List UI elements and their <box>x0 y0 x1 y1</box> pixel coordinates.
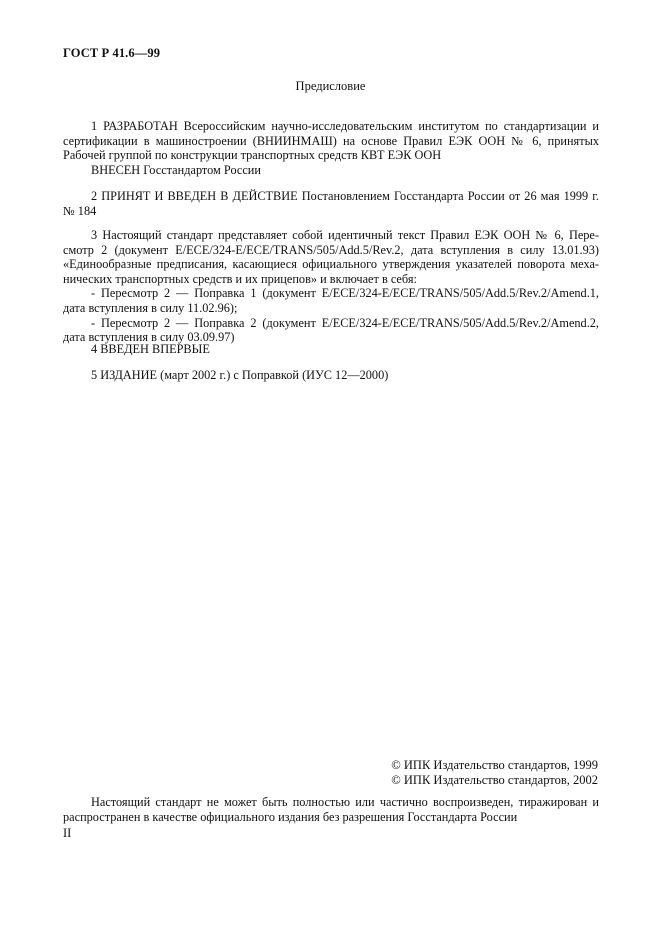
text-line: распространен в качестве официального издания без разрешения Госстандарта России <box>63 809 518 824</box>
section-4-first-introduced <box>63 342 599 357</box>
reproduction-notice <box>63 795 599 824</box>
text-line: нических транспортных средств и их прицепов» и включает в себя: <box>63 271 417 286</box>
document-code: ГОСТ Р 41.6—99 <box>63 46 161 60</box>
text-line: «Единообразные предписания, касающиеся официального утверждения указателей поворота меха- <box>63 257 599 272</box>
text-line: дата вступления в силу 03.09.97) <box>63 330 235 345</box>
text-line: 4 ВВЕДЕН ВПЕРВЫЕ <box>91 342 210 356</box>
page-number: II <box>63 826 72 840</box>
section-3-identity <box>63 228 599 345</box>
text-line: сертификации в машиностроении (ВНИИНМАШ) на основе Правил ЕЭК ООН № 6, принятых <box>63 133 599 148</box>
text-line: 3 Настоящий стандарт представляет собой идентичный текст Правил ЕЭК ООН № 6, Пере- <box>91 228 599 242</box>
text-line: дата вступления в силу 11.02.96); <box>63 300 238 315</box>
text-line: ВНЕСЕН Госстандартом России <box>91 163 261 177</box>
copyright-line: © ИПК Издательство стандартов, 1999 <box>391 758 598 772</box>
text-line: 1 РАЗРАБОТАН Всероссийским научно-исследовательским институтом по стандартизации и <box>91 119 599 133</box>
copyright-line: © ИПК Издательство стандартов, 2002 <box>391 772 598 787</box>
section-2-adopted <box>63 189 599 218</box>
text-line: 5 ИЗДАНИЕ (март 2002 г.) с Поправкой (ИУС 12—2000) <box>91 368 389 382</box>
section-title: Предисловие <box>295 79 366 93</box>
text-line: смотр 2 (документ E/ECE/324-E/ECE/TRANS/505/Add.5/Rev.2, дата вступления в силу 13.01.93) <box>63 242 599 257</box>
text-line: - Пересмотр 2 — Поправка 2 (документ E/ECE/324-E/ECE/TRANS/505/Add.5/Rev.2/Amend.2, <box>91 315 599 330</box>
section-1-introduced <box>63 163 599 178</box>
text-line: Рабочей группой по конструкции транспортных средств КВТ ЕЭК ООН <box>63 148 442 163</box>
section-5-edition <box>63 368 599 383</box>
text-line: Настоящий стандарт не может быть полностью или частично воспроизведен, тиражирован и <box>91 795 599 809</box>
copyright-block <box>391 758 598 787</box>
text-line: 2 ПРИНЯТ И ВВЕДЕН В ДЕЙСТВИЕ Постановлением Госстандарта России от 26 мая 1999 г. <box>91 189 599 203</box>
text-line: № 184 <box>63 203 97 218</box>
text-line: - Пересмотр 2 — Поправка 1 (документ E/ECE/324-E/ECE/TRANS/505/Add.5/Rev.2/Amend.1, <box>91 286 599 301</box>
section-1-developed <box>63 119 599 163</box>
